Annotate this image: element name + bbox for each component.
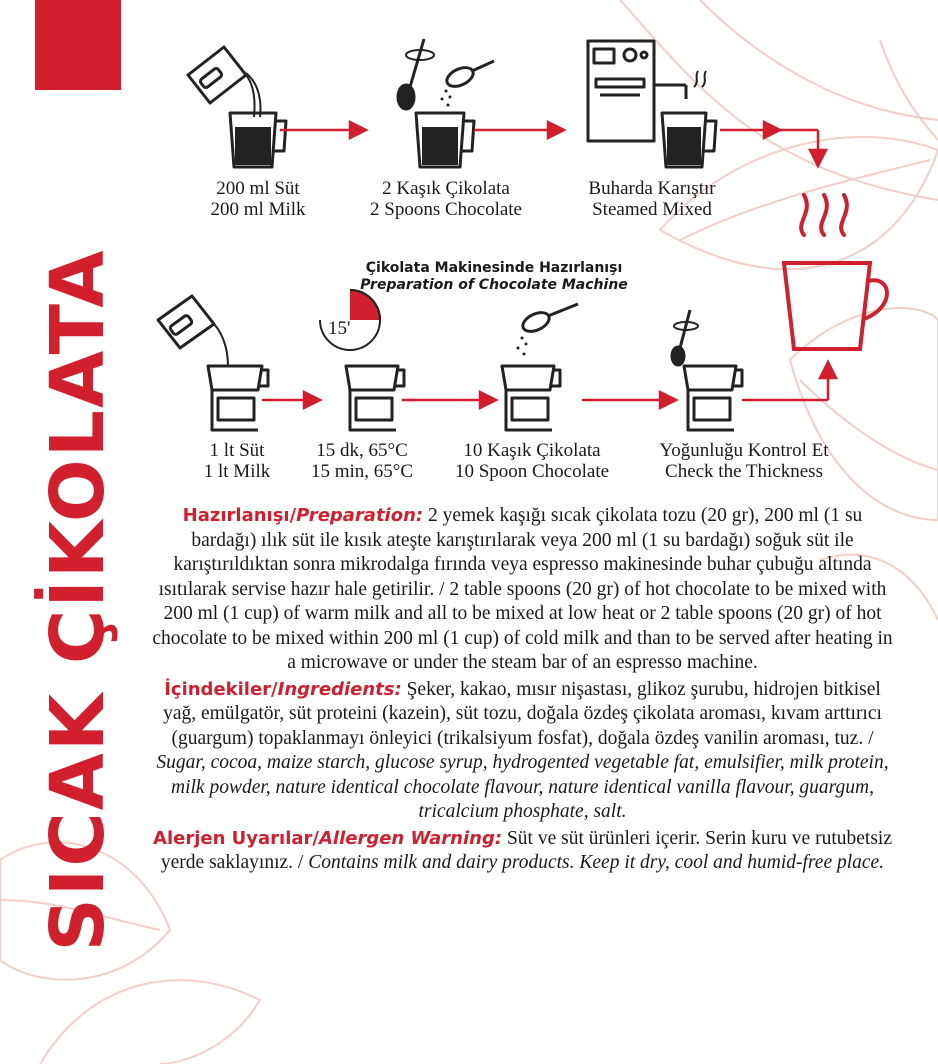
ingredients-heading: İçindekiler/Ingredients:: [164, 678, 402, 700]
method2-step-label: 15 dk, 65°C 15 min, 65°C: [310, 440, 414, 482]
allergen-paragraph: [150, 827, 895, 876]
product-title: SICAK ÇİKOLATA: [35, 248, 121, 952]
method2-step-label: 1 lt Süt 1 lt Milk: [203, 440, 271, 482]
flow-arrows-row2: [262, 360, 862, 420]
timer-minutes-label: 15': [328, 318, 351, 339]
preparation-text: 2 yemek kaşığı sıcak çikolata tozu (20 gr), 200 ml (1 su bardağı) ılık süt ile kısık ateşte karıştırılarak veya 200 ml (1 su bardağı) soğuk süt ile karıştırıldıktan sonra mikrodalga fırında veya espresso makinesinde buhar çubuğu altında ısıtılarak servise hazır hale getirilir. / 2 table spoons (20 gr) of hot chocolate to be mixed with 200 ml (1 cup) of warm milk and all to be mixed at low heat or 2 table spoons (20 gr) of hot chocolate to be mixed within 200 ml (1 cup) of cold milk and than to be served after heating in a microwave or under the steam bar of an espresso machine.: [152, 505, 893, 673]
flow-arrows-row1: [280, 110, 840, 170]
pitcher-pour-machine-icon: [152, 290, 272, 440]
ingredients-text-en: Sugar, cocoa, maize starch, glucose syrup, hydrogented vegetable fat, emulsifier, milk protein, milk powder, nature identical chocolate flavour, nature identical vanilla flavour, guargum, tricalcium phosphate, salt.: [156, 752, 889, 822]
info-text-block: [150, 504, 895, 878]
allergen-text-en: Contains milk and dairy products. Keep it dry, cool and humid-free place.: [308, 852, 885, 873]
preparation-heading: Hazırlanışı/Preparation:: [182, 505, 424, 526]
allergen-heading: Alerjen Uyarılar/Allergen Warning:: [153, 827, 503, 849]
ingredients-text-tr: Şeker, kakao, mısır nişastası, glikoz şurubu, hidrojen bitkisel yağ, emülgatör, süt proteini (kazein), süt tozu, doğala özdeş çikolata aroması, kıvam arttırıcı (guargum) topaklanmayı önleyici (trikalsiyum fosfat), doğala özdeş vanilin aroması, tuz. /: [163, 678, 882, 749]
method2-step-label: 10 Kaşık Çikolata 10 Spoon Chocolate: [454, 440, 610, 482]
method1-step-label: 2 Kaşık Çikolata 2 Spoons Chocolate: [370, 178, 522, 220]
machine-method-title: Çikolata Makinesinde Hazırlanışı Preparation of Chocolate Machine: [360, 260, 628, 293]
method1-step-label: Buharda Karıştır Steamed Mixed: [588, 178, 716, 220]
ingredients-paragraph: [150, 678, 895, 825]
allergen-text-tr: Süt ve süt ürünleri içerir. Serin kuru ve rutubetsiz yerde saklayınız. /: [160, 827, 892, 873]
method1-step-label: 200 ml Süt 200 ml Milk: [210, 178, 306, 220]
preparation-paragraph: [150, 504, 895, 676]
title-color-bar: [35, 0, 121, 90]
method2-step-label: Yoğunluğu Kontrol Et Check the Thickness: [659, 440, 829, 482]
pitcher-pour-milk-icon: [180, 35, 290, 175]
hot-cup-icon: [780, 185, 900, 355]
